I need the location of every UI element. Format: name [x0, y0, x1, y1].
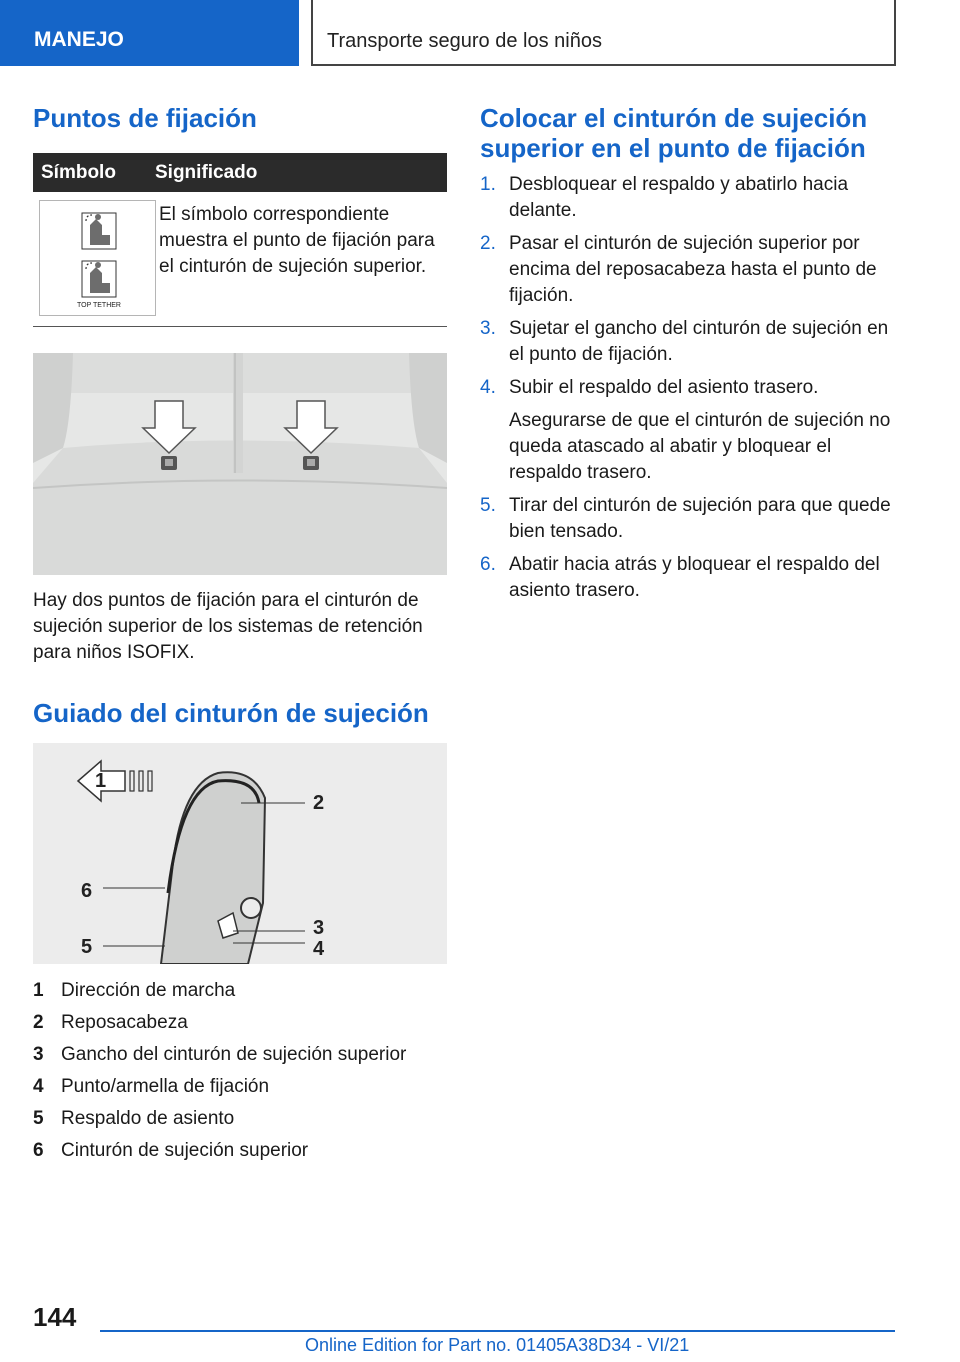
symbol-caption: TOP TETHER	[77, 302, 121, 309]
legend-number: 5	[33, 1108, 44, 1129]
diagram-label-3: 3	[313, 917, 325, 939]
legend-item	[33, 1071, 453, 1103]
heading-place-belt: Colocar el cinturón de sujeción superior en el punto de fijación	[480, 103, 868, 163]
legend-number: 4	[33, 1076, 44, 1097]
meaning-text: El símbolo correspondiente muestra el punto de fijación para el cinturón de sujeción superior.	[159, 204, 435, 277]
diagram-legend	[33, 975, 453, 1167]
legend-item	[33, 1039, 453, 1071]
step-note: Asegurarse de que el cinturón de sujeción no queda atascado al abatir y bloquear el respaldo trasero.	[509, 410, 891, 483]
step-item	[480, 375, 900, 401]
heading-belt-guide: Guiado del cinturón de sujeción	[33, 698, 429, 728]
step-item	[480, 493, 900, 545]
legend-number: 2	[33, 1012, 44, 1033]
legend-number: 1	[33, 980, 44, 1001]
chapter-title: Transporte seguro de los niños	[327, 30, 602, 52]
step-number: 6.	[480, 554, 496, 575]
footer-text: Online Edition for Part no. 01405A38D34 - VI/21	[305, 1335, 690, 1355]
symbol-table	[33, 153, 447, 327]
step-text: Sujetar el gancho del cinturón de sujeción en el punto de fijación.	[509, 318, 889, 365]
legend-item	[33, 1135, 453, 1167]
legend-item	[33, 1007, 453, 1039]
chapter-tab	[311, 0, 896, 66]
legend-text: Cinturón de sujeción superior	[61, 1140, 309, 1161]
step-text: Desbloquear el respaldo y abatirlo hacia delante.	[509, 174, 849, 221]
table-header	[33, 153, 447, 192]
step-item	[480, 231, 900, 309]
legend-text: Dirección de marcha	[61, 980, 236, 1001]
footer-divider	[100, 1330, 895, 1332]
step-item	[480, 552, 900, 604]
step-item	[480, 172, 900, 224]
step-number: 5.	[480, 495, 496, 516]
step-text: Subir el respaldo del asiento trasero.	[509, 377, 819, 398]
legend-text: Punto/armella de fijación	[61, 1076, 270, 1097]
step-number: 2.	[480, 233, 496, 254]
step-text: Abatir hacia atrás y bloquear el respaldo del asiento trasero.	[509, 554, 880, 601]
section-title: MANEJO	[34, 28, 124, 51]
step-text: Tirar del cinturón de sujeción para que quede bien tensado.	[509, 495, 891, 542]
step-number: 1.	[480, 174, 496, 195]
heading-fixing-points: Puntos de fijación	[33, 103, 257, 133]
fixing-paragraph: Hay dos puntos de fijación para el cinturón de sujeción superior de los sistemas de retención para niños ISOFIX.	[33, 590, 423, 663]
page-number: 144	[33, 1302, 77, 1332]
diagram-label-6: 6	[81, 880, 93, 902]
col-meaning-header: Significado	[155, 161, 258, 183]
section-tab	[0, 0, 299, 66]
belt-guide-diagram	[33, 743, 447, 964]
legend-item	[33, 1103, 453, 1135]
legend-text: Respaldo de asiento	[61, 1108, 235, 1129]
legend-number: 6	[33, 1140, 44, 1161]
step-item	[480, 316, 900, 368]
steps-list	[480, 172, 900, 611]
legend-text: Gancho del cinturón de sujeción superior	[61, 1044, 407, 1065]
diagram-label-1: 1	[95, 770, 107, 792]
diagram-label-4: 4	[313, 938, 325, 960]
step-number: 3.	[480, 318, 496, 339]
legend-number: 3	[33, 1044, 44, 1065]
legend-text: Reposacabeza	[61, 1012, 188, 1033]
top-tether-symbol	[39, 200, 156, 316]
fixing-points-photo	[33, 353, 447, 575]
step-number: 4.	[480, 377, 496, 398]
diagram-label-2: 2	[313, 792, 325, 814]
diagram-label-5: 5	[81, 936, 93, 958]
col-symbol-header: Símbolo	[41, 161, 116, 183]
table-row	[33, 192, 447, 327]
legend-item	[33, 975, 453, 1007]
child-seat-icon	[40, 201, 155, 315]
step-text: Pasar el cinturón de sujeción superior por encima del reposacabeza hasta el punto de fijación.	[509, 233, 877, 306]
